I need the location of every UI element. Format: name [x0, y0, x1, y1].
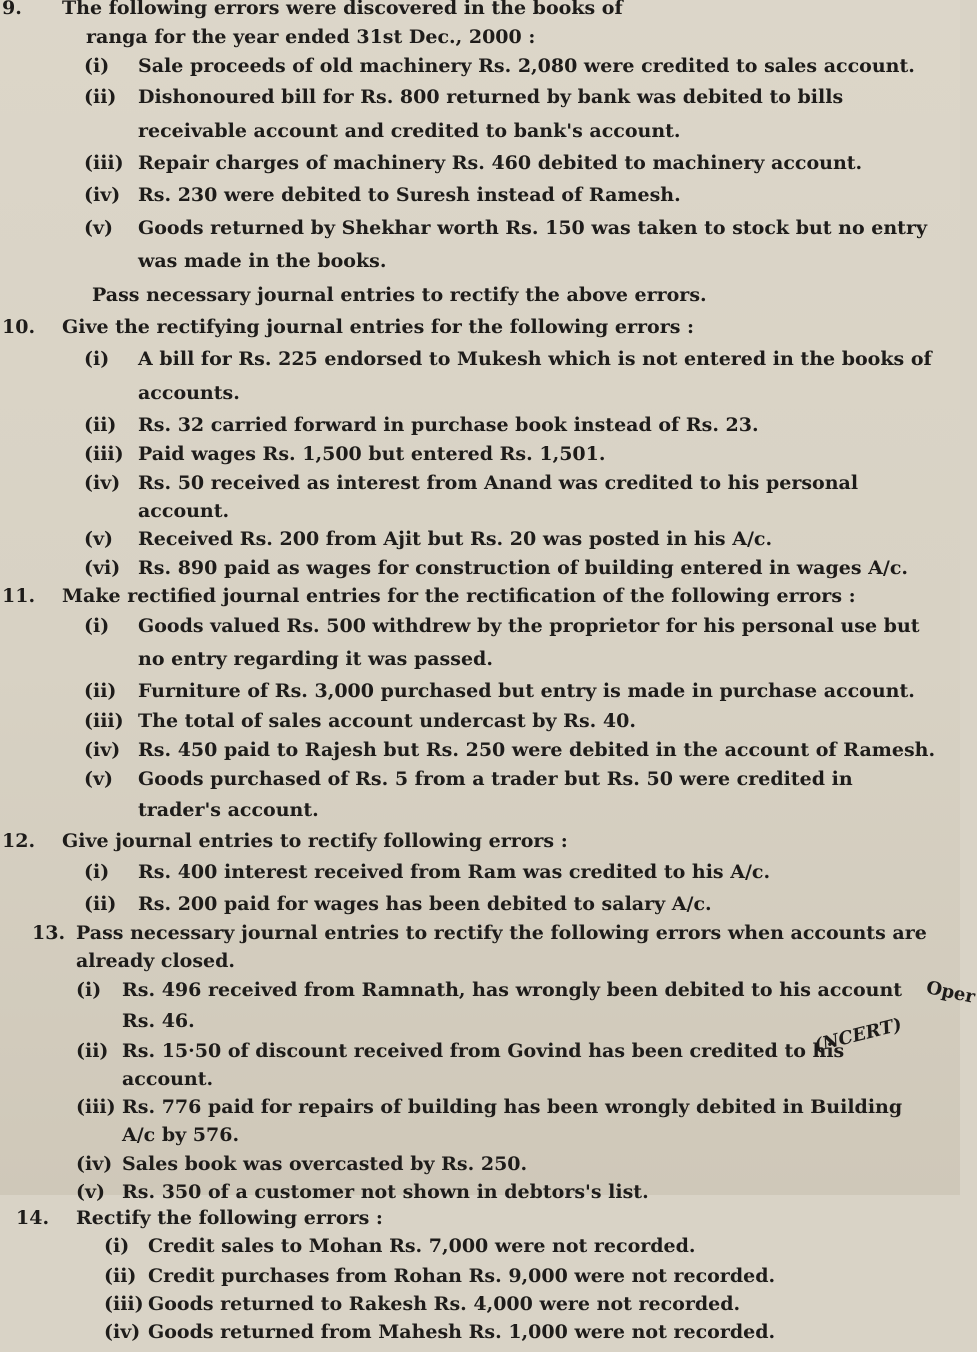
item-text: Credit purchases from Rohan Rs. 9,000 were not recorded.	[148, 1265, 776, 1287]
list-item	[104, 1231, 936, 1262]
item-text: Rs. 32 carried forward in purchase book instead of Rs. 23.	[138, 414, 759, 436]
item-number: (i)	[84, 615, 110, 637]
list-item	[84, 856, 936, 889]
item-text: Repair charges of machinery Rs. 460 debited to machinery account.	[138, 152, 863, 174]
item-text: Rs. 496 received from Ramnath, has wrongly been debited to his account Rs. 46.	[122, 979, 903, 1032]
question-heading	[2, 312, 936, 342]
item-text: Rs. 400 interest received from Ram was credited to his A/c.	[138, 861, 771, 883]
item-number: (ii)	[76, 1040, 109, 1062]
item-text: Goods returned to Rakesh Rs. 4,000 were not recorded.	[148, 1293, 741, 1315]
list-item	[84, 554, 936, 582]
list-item	[76, 1037, 936, 1093]
list-item	[84, 706, 936, 736]
item-text: Goods returned by Shekhar worth Rs. 150 was taken to stock but no entry was made in the books.	[138, 217, 928, 272]
question-heading	[16, 1205, 936, 1231]
list-item	[84, 52, 936, 80]
edge-text: Oper	[924, 977, 977, 1008]
item-number: (vi)	[84, 557, 121, 579]
list-item	[104, 1262, 936, 1290]
question-heading	[2, 826, 936, 856]
item-number: (i)	[84, 55, 110, 77]
list-item	[76, 1093, 936, 1149]
item-number: (i)	[84, 861, 110, 883]
list-item	[84, 440, 936, 469]
question-number: 12.	[2, 830, 36, 852]
question-text: Rectify the following errors :	[76, 1207, 383, 1229]
item-text: Rs. 50 received as interest from Anand was credited to his personal account.	[138, 472, 859, 522]
list-item	[76, 1149, 936, 1179]
item-text: Furniture of Rs. 3,000 purchased but entry is made in purchase account.	[138, 680, 915, 702]
question-heading	[32, 919, 936, 975]
list-item	[84, 410, 936, 440]
item-number: (ii)	[84, 86, 117, 108]
question-text: Give journal entries to rectify following errors :	[62, 830, 568, 852]
list-item	[104, 1318, 936, 1346]
item-number: (iii)	[84, 443, 124, 465]
list-item	[84, 179, 936, 212]
item-text: Sale proceeds of old machinery Rs. 2,080 were credited to sales account.	[138, 55, 915, 77]
item-text: Dishonoured bill for Rs. 800 returned by bank was debited to bills receivable account and credited to bank's account.	[138, 86, 844, 142]
item-number: (ii)	[104, 1265, 137, 1287]
item-number: (iv)	[84, 472, 121, 494]
question-11	[2, 582, 936, 826]
list-item	[84, 80, 936, 148]
list-item	[84, 342, 936, 410]
item-number: (iv)	[76, 1153, 113, 1175]
list-item	[84, 889, 936, 919]
item-text: Received Rs. 200 from Ajit but Rs. 20 was posted in his A/c.	[138, 528, 773, 550]
item-number: (iv)	[84, 184, 121, 206]
list-item	[84, 469, 936, 525]
question-14	[16, 1205, 936, 1346]
item-number: (i)	[84, 348, 110, 370]
question-text-continued: ranga for the year ended 31st Dec., 2000 :	[86, 26, 536, 48]
question-number: 14.	[16, 1207, 50, 1229]
list-item	[104, 1290, 936, 1318]
item-text: A bill for Rs. 225 endorsed to Mukesh which is not entered in the books of accounts.	[138, 348, 932, 404]
list-item	[84, 148, 936, 179]
item-number: (v)	[84, 768, 114, 790]
item-number: (ii)	[84, 893, 117, 915]
item-text: Goods valued Rs. 500 withdrew by the proprietor for his personal use but no entry regarding it was passed.	[138, 615, 920, 670]
question-number: 13.	[32, 922, 66, 944]
question-number: 11.	[2, 585, 36, 607]
item-number: (ii)	[84, 414, 117, 436]
list-item	[84, 610, 936, 676]
item-number: (ii)	[84, 680, 117, 702]
item-number: (iii)	[76, 1096, 116, 1118]
question-9	[2, 0, 936, 312]
item-text: Goods purchased of Rs. 5 from a trader but Rs. 50 were credited in trader's account.	[138, 768, 853, 821]
item-text: Rs. 890 paid as wages for construction of building entered in wages A/c.	[138, 557, 909, 579]
question-10	[2, 312, 936, 582]
question-instruction: Pass necessary journal entries to rectify the above errors.	[92, 284, 707, 306]
list-item	[76, 1179, 936, 1205]
item-text: Rs. 230 were debited to Suresh instead of Ramesh.	[138, 184, 681, 206]
item-text: The total of sales account undercast by Rs. 40.	[138, 710, 636, 732]
item-number: (i)	[104, 1235, 130, 1257]
question-heading	[2, 582, 936, 610]
item-number: (iii)	[104, 1293, 144, 1315]
question-heading	[2, 0, 936, 23]
question-12	[2, 826, 936, 919]
item-number: (iv)	[84, 739, 121, 761]
item-number: (i)	[76, 979, 102, 1001]
item-text: Rs. 350 of a customer not shown in debtors's list.	[122, 1181, 649, 1203]
question-text: Make rectified journal entries for the rectification of the following errors :	[62, 585, 856, 607]
item-text: Rs. 776 paid for repairs of building has been wrongly debited in Building A/c by 576.	[122, 1096, 903, 1146]
ncert-tag: (NCERT)	[812, 1014, 904, 1057]
list-item	[76, 975, 936, 1037]
list-item	[84, 736, 936, 764]
item-text: Sales book was overcasted by Rs. 250.	[122, 1153, 528, 1175]
list-item	[84, 212, 936, 278]
item-number: (v)	[76, 1181, 106, 1203]
item-number: (iii)	[84, 710, 124, 732]
item-text: Paid wages Rs. 1,500 but entered Rs. 1,501.	[138, 443, 606, 465]
list-item	[84, 676, 936, 706]
question-text: The following errors were discovered in the books of	[62, 0, 623, 19]
item-number: (iv)	[104, 1321, 141, 1343]
item-text: Rs. 200 paid for wages has been debited to salary A/c.	[138, 893, 712, 915]
item-number: (v)	[84, 528, 114, 550]
item-text: Credit sales to Mohan Rs. 7,000 were not recorded.	[148, 1235, 696, 1257]
question-number: 9.	[2, 0, 22, 19]
list-item	[84, 764, 936, 826]
item-number: (iii)	[84, 152, 124, 174]
question-13	[32, 919, 936, 1205]
item-text: Rs. 15·50 of discount received from Govind has been credited to his account.	[122, 1040, 845, 1090]
question-text: Give the rectifying journal entries for the following errors :	[62, 316, 695, 338]
list-item	[84, 525, 936, 554]
question-number: 10.	[2, 316, 36, 338]
question-text: Pass necessary journal entries to rectify the following errors when accounts are already closed.	[76, 922, 927, 972]
item-text: Goods returned from Mahesh Rs. 1,000 were not recorded.	[148, 1321, 776, 1343]
item-number: (v)	[84, 217, 114, 239]
item-text: Rs. 450 paid to Rajesh but Rs. 250 were debited in the account of Ramesh.	[138, 739, 936, 761]
